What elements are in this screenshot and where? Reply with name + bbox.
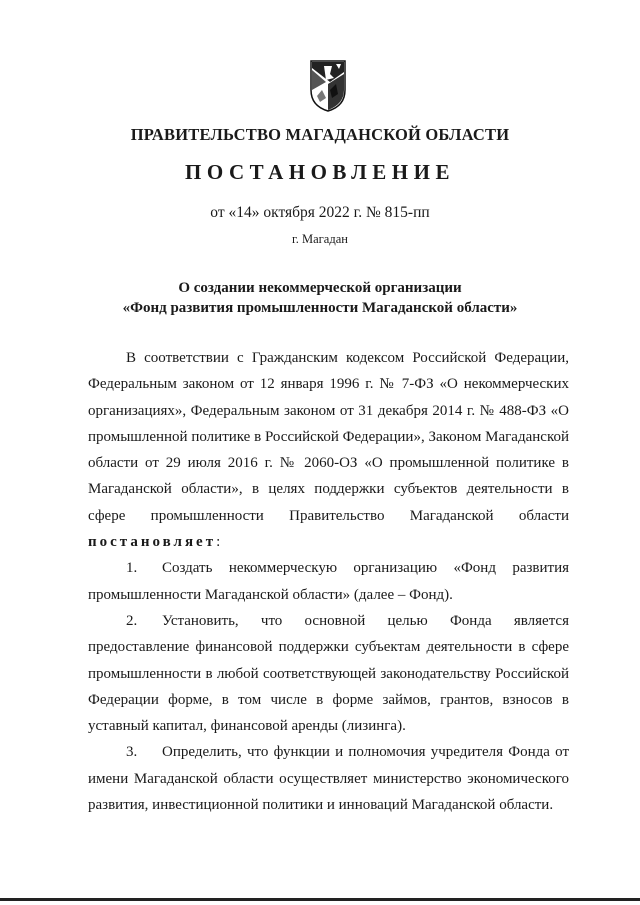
clause-number: 2. bbox=[126, 612, 138, 629]
clause-3 bbox=[88, 739, 569, 818]
clause-1 bbox=[88, 555, 569, 608]
clause-text: Определить, что функции и полномочия учредителя Фонда от имени Магаданской области осуществляет министерство экономического развития, инвестиционной политики и инноваций Магаданской области. bbox=[88, 744, 569, 814]
preamble-text: В соответствии с Гражданским кодексом Российской Федерации, Федеральным законом от 12 января 1996 г. № 7-ФЗ «О некоммерческих организациях», Федеральным законом от 31 декабря 2014 г. № 488-ФЗ «О промышленной политике в Российской Федерации», Законом Магаданской области от 29 июля 2016 г. № 2060-ОЗ «О промышленной политике в Магаданской области», в целях поддержки субъектов деятельности в сфере промышленности Правительство Магаданской области bbox=[88, 350, 569, 524]
city: г. Магадан bbox=[292, 232, 348, 246]
document-body bbox=[88, 345, 569, 818]
decrees-word: постановляет bbox=[88, 534, 217, 551]
document-type: ПОСТАНОВЛЕНИЕ bbox=[185, 160, 455, 184]
subject-line-2: «Фонд развития промышленности Магаданской области» bbox=[122, 300, 518, 316]
clause-text: Создать некоммерческую организацию «Фонд развития промышленности Магаданской области» (далее – Фонд). bbox=[88, 560, 569, 603]
clause-number: 1. bbox=[126, 560, 138, 577]
preamble-colon: : bbox=[216, 534, 221, 551]
clause-2 bbox=[88, 608, 569, 739]
government-name: ПРАВИТЕЛЬСТВО МАГАДАНСКОЙ ОБЛАСТИ bbox=[130, 125, 510, 144]
clause-number: 3. bbox=[126, 744, 138, 761]
subject-line-1: О создании некоммерческой организации bbox=[178, 280, 462, 296]
magadan-region-coat-of-arms-icon bbox=[310, 60, 346, 112]
date-and-number: от «14» октября 2022 г. № 815-пп bbox=[210, 204, 430, 221]
clause-text: Установить, что основной целью Фонда является предоставление финансовой поддержки субъектам деятельности в сфере промышленности в любой соответствующей законодательству Российской Федерации форме, в том числе в форме займов, грантов, взносов в уставный капитал, финансовой аренды (лизинга). bbox=[88, 612, 569, 735]
document-subject bbox=[0, 278, 640, 318]
bottom-edge-rule bbox=[0, 898, 640, 901]
preamble-paragraph bbox=[88, 345, 569, 555]
